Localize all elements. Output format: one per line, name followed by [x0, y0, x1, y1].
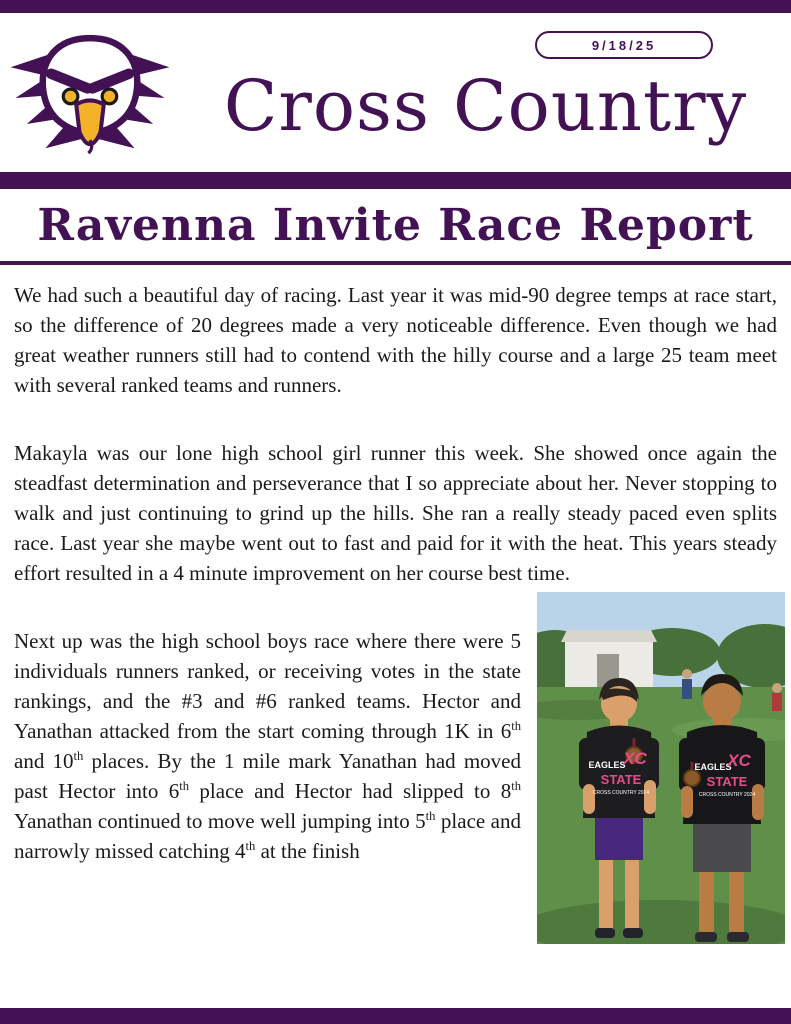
- header-divider-band: [0, 172, 791, 189]
- shirt-text-year-left: CROSS COUNTRY 2024: [592, 790, 650, 796]
- date-text: 9/18/25: [591, 37, 657, 53]
- top-divider-bar: [0, 0, 791, 13]
- shirt-text-eagles-left: EAGLES: [588, 760, 626, 770]
- paragraph-2: Makayla was our lone high school girl runner this week. She showed once again the steadfast determination and perseverance that I so appreciate about her. Never stopping to walk and just continuing to grind up the hills. She ran a really steady paced even splits race. Last year she maybe went out to fast and paid for it with the heat. This years steady effort resulted in a 4 minute improvement on her course best time.: [14, 441, 777, 585]
- medal-right: [684, 770, 700, 786]
- header: [0, 13, 791, 172]
- eagle-beak: [76, 100, 104, 144]
- shirt-text-state-right: STATE: [706, 774, 748, 789]
- page-title: Cross Country: [223, 64, 748, 147]
- eagle-right-eye: [102, 89, 117, 104]
- report-title: Ravenna Invite Race Report: [37, 199, 754, 251]
- shirt-text-xc-right: XC: [727, 751, 751, 770]
- shirt-text-eagles-right: EAGLES: [694, 762, 732, 772]
- paragraph-3-block: [14, 626, 777, 866]
- eagle-logo: [0, 19, 180, 167]
- eagle-mascot-icon: [9, 25, 171, 167]
- report-banner: [0, 189, 791, 261]
- race-photo-illustration: [537, 592, 785, 944]
- paragraph-3: Next up was the high school boys race where there were 5 individuals runners ranked, or receiving votes in the state rankings, and the #3 and #6 ranked teams. Hector and Yanathan attacked from the start coming through 1K in 6th and 10th places. By the 1 mile mark Yanathan had moved past Hector into 6th place and Hector had slipped to 8th Yanathan continued to move well jumping into 5th place and narrowly missed catching 4th at the finish: [14, 629, 521, 863]
- date-badge: [535, 31, 713, 59]
- shirt-text-state-left: STATE: [600, 772, 642, 787]
- eagle-left-eye: [63, 89, 78, 104]
- shirt-text-xc-left: XC: [623, 749, 647, 768]
- article-body: [0, 265, 791, 866]
- photo-shed: [561, 630, 657, 688]
- paragraph-1: We had such a beautiful day of racing. Last year it was mid-90 degree temps at race start, so the difference of 20 degrees made a very noticeable difference. Even though we had great weather runners still had to contend with the hilly course and a large 25 team meet with several ranked teams and runners.: [14, 283, 777, 397]
- race-photo: [537, 592, 785, 944]
- shirt-text-year-right: CROSS COUNTRY 2024: [698, 792, 756, 798]
- bottom-divider-bar: [0, 1008, 791, 1024]
